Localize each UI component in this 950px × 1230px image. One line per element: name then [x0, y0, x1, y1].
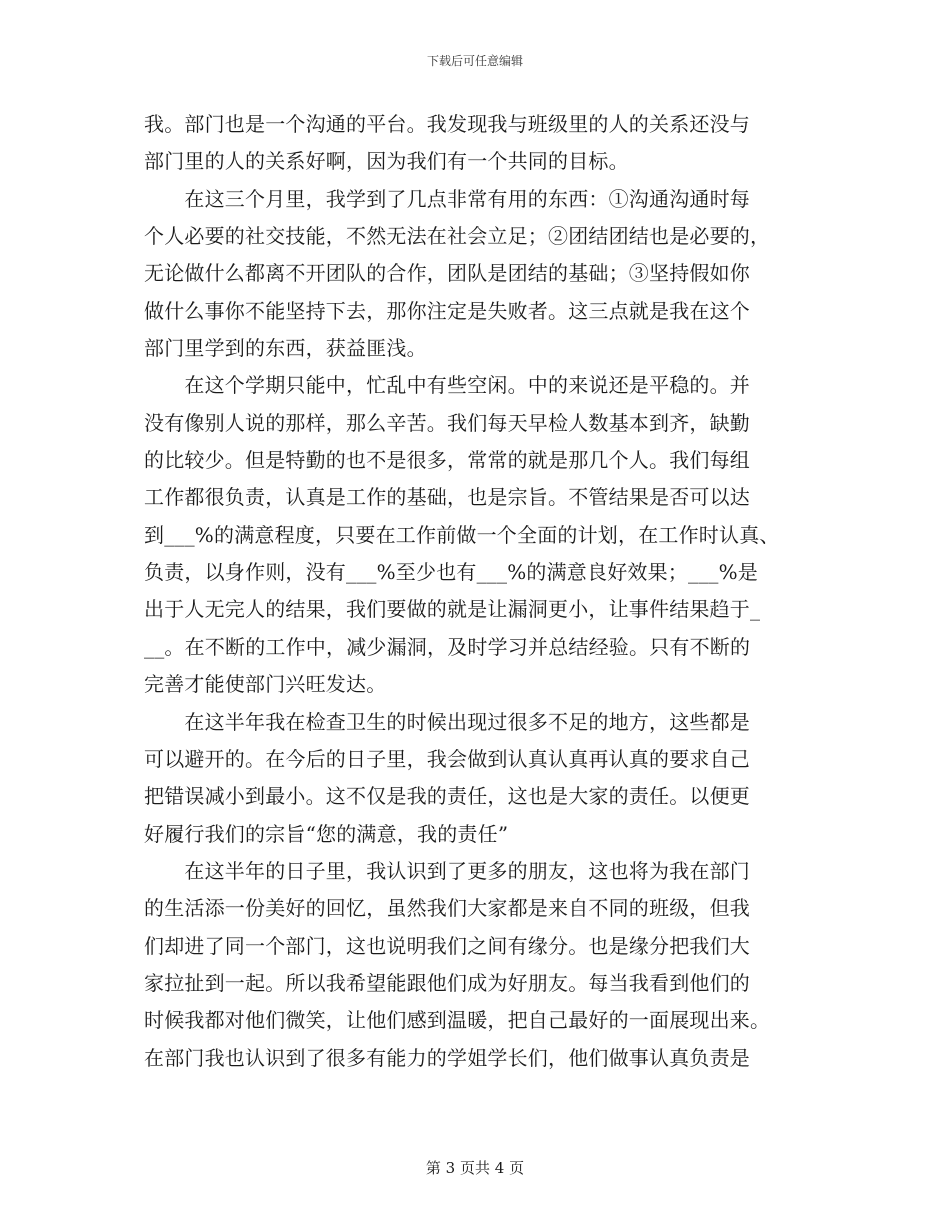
page-header: 下载后可任意编辑	[426, 54, 523, 68]
document-body	[144, 106, 814, 1077]
text-line: 没有像别人说的那样，那么辛苦。我们每天早检人数基本到齐，缺勤	[144, 410, 750, 435]
text-line: 在这三个月里，我学到了几点非常有用的东西：①沟通沟通时每	[144, 186, 750, 211]
page-footer: 第 3 页共 4 页	[425, 1159, 525, 1177]
text-line: 我。部门也是一个沟通的平台。我发现我与班级里的人的关系还没与	[144, 112, 750, 136]
text-line: 负责，以身作则，没有___%至少也有___%的满意良好效果；___%是	[144, 560, 759, 585]
text-line: 出于人无完人的结果，我们要做的就是让漏洞更小，让事件结果趋于_	[144, 597, 761, 622]
text-line: 部门里的人的关系好啊，因为我们有一个共同的目标。	[144, 149, 629, 174]
text-line: 们却进了同一个部门，这也说明我们之间有缘分。也是缘分把我们大	[144, 933, 750, 958]
text-line: 的生活添一份美好的回忆，虽然我们大家都是来自不同的班级，但我	[144, 896, 750, 921]
text-line: 到___%的满意程度，只要在工作前做一个全面的计划，在工作时认真、	[144, 522, 780, 547]
text-line: 完善才能使部门兴旺发达。	[144, 672, 387, 697]
text-line: 可以避开的。在今后的日子里，我会做到认真认真再认真的要求自己	[144, 746, 750, 771]
text-line: 把错误减小到最小。这不仅是我的责任，这也是大家的责任。以便更	[144, 784, 750, 809]
text-line: 在部门我也认识到了很多有能力的学姐学长们，他们做事认真负责是	[144, 1045, 750, 1070]
text-line: 在这个学期只能中，忙乱中有些空闲。中的来说还是平稳的。并	[144, 373, 750, 398]
text-line: 家拉扯到一起。所以我希望能跟他们成为好朋友。每当我看到他们的	[144, 970, 750, 995]
text-line: 时候我都对他们微笑，让他们感到温暖，把自己最好的一面展现出来。	[144, 1008, 771, 1033]
text-line: 无论做什么都离不开团队的合作，团队是团结的基础；③坚持假如你	[144, 261, 750, 286]
text-line: 的比较少。但是特勤的也不是很多，常常的就是那几个人。我们每组	[144, 448, 750, 473]
text-line: 工作都很负责，认真是工作的基础，也是宗旨。不管结果是否可以达	[144, 485, 750, 510]
text-line: 好履行我们的宗旨“您的满意，我的责任”	[144, 821, 509, 846]
text-line: 个人必要的社交技能，不然无法在社会立足；②团结团结也是必要的，	[144, 224, 771, 249]
text-line: 在这半年我在检查卫生的时候出现过很多不足的地方，这些都是	[144, 709, 750, 734]
text-line: 做什么事你不能坚持下去，那你注定是失败者。这三点就是我在这个	[144, 298, 750, 323]
text-line: __。在不断的工作中，减少漏洞，及时学习并总结经验。只有不断的	[144, 634, 751, 659]
text-line: 在这半年的日子里，我认识到了更多的朋友，这也将为我在部门	[144, 858, 750, 883]
text-line: 部门里学到的东西，获益匪浅。	[144, 336, 427, 361]
